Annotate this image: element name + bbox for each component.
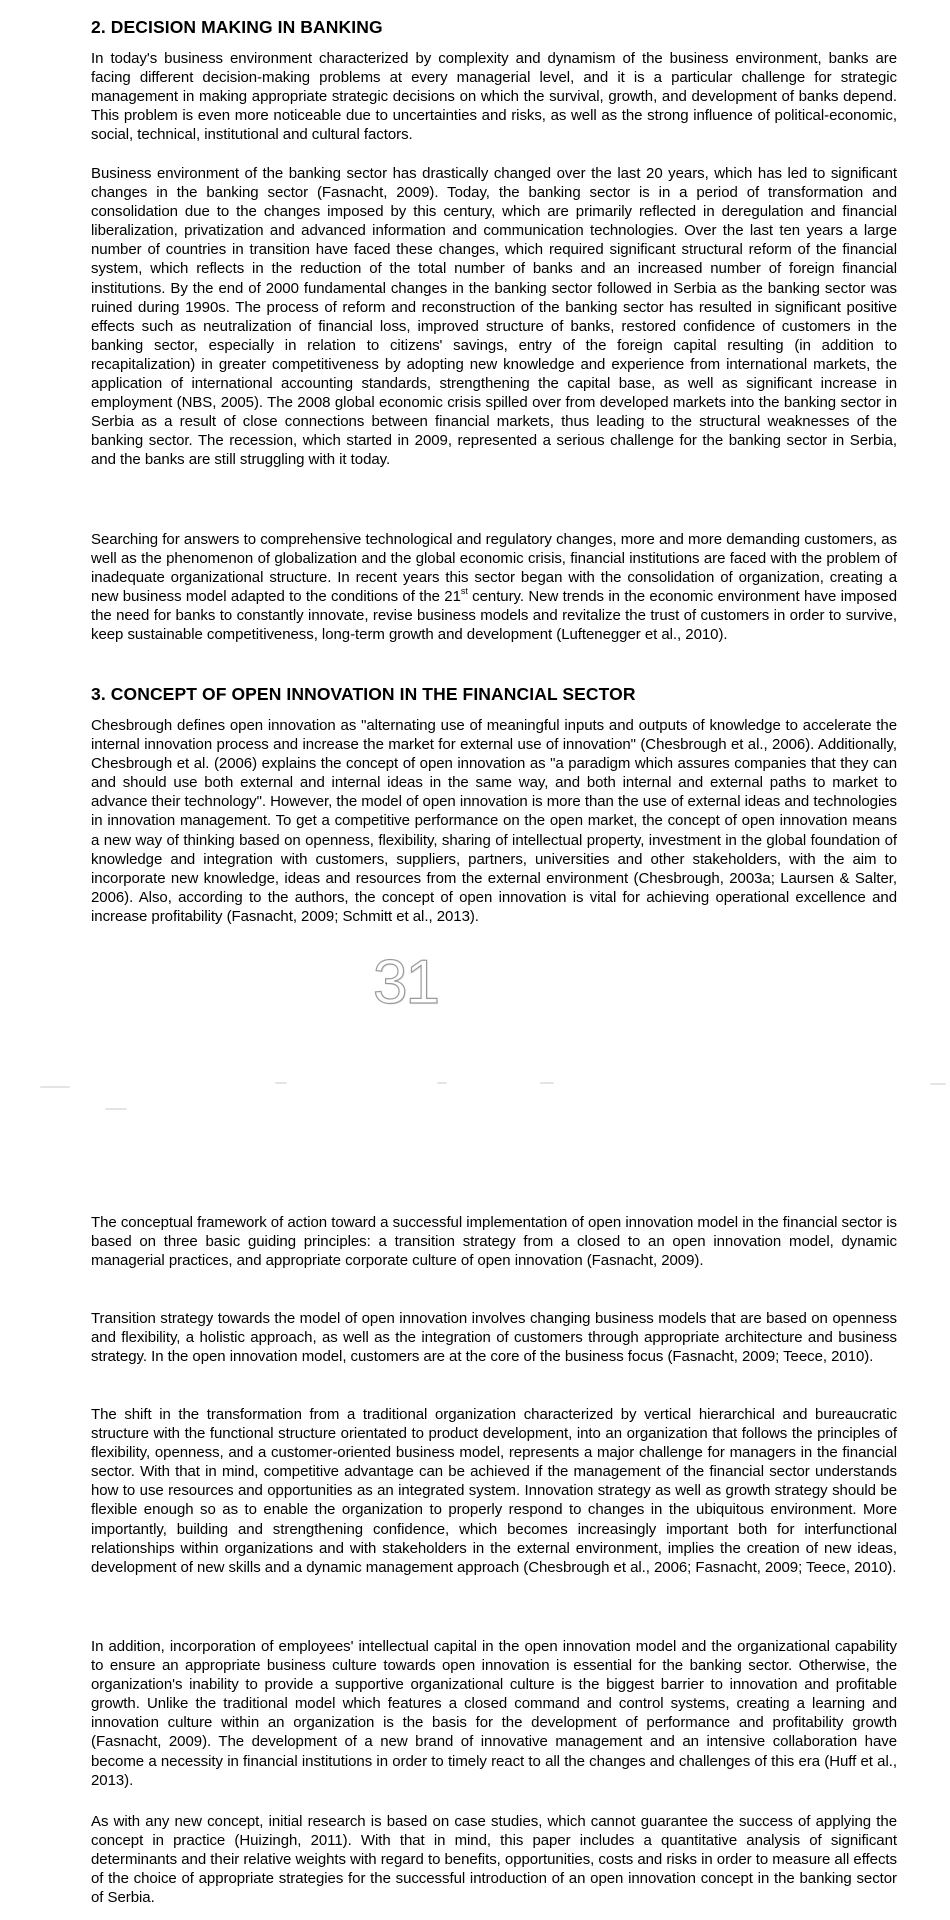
- section-2-heading: 2. DECISION MAKING IN BANKING: [91, 17, 383, 37]
- paragraph: [91, 530, 897, 645]
- paragraph: The conceptual framework of action toward a successful implementation of open innovation model in the financial sector is based on three basic guiding principles: a transition strategy from a closed to an open innovation model, dynamic managerial practices, and appropriate corporate culture of open innovation (Fasnacht, 2009).: [91, 1214, 897, 1270]
- paragraph-text: Searching for answers to comprehensive technological and regulatory changes, more and more demanding customers, as well as the phenomenon of globalization and the global economic crisis, financial institutions are faced with the problem of inadequate organizational structure. In recent years this sector began with the consolidation of organization, creating a new business model adapted to the conditions of the 21: [91, 531, 897, 606]
- paragraph: Chesbrough defines open innovation as "alternating use of meaningful inputs and outputs of knowledge to accelerate the internal innovation process and increase the market for external use of innovation" (Chesbrough et al., 2006). Additionally, Chesbrough et al. (2006) explains the concept of open innovation as "a paradigm which assures companies that they can and should use both external and internal ideas in the same way, and both internal and external paths to market to advance their technology". However, the model of open innovation is more than the use of external ideas and technologies in innovation management. To get a competitive performance on the open market, the concept of open innovation means a new way of thinking based on openness, flexibility, sharing of intellectual property, investment in the global foundation of knowledge and integration with customers, suppliers, partners, universities and other stakeholders, with the aim to incorporate new knowledge, ideas and resources from the external environment (Chesbrough, 2003a; Laursen & Salter, 2006). Also, according to the authors, the concept of open innovation is vital for achieving operational excellence and increase profitability (Fasnacht, 2009; Schmitt et al., 2013).: [91, 717, 897, 925]
- page-number: 31: [373, 948, 438, 1017]
- paragraph: Business environment of the banking sector has drastically changed over the last 20 years, which has led to significant changes in the banking sector (Fasnacht, 2009). Today, the banking sector is in a period of transformation and consolidation due to the changes imposed by this century, which are primarily reflected in deregulation and financial liberalization, privatization and advanced information and communication technologies. Over the last ten years a large number of countries in transition have faced these changes, which required significant structural reform of the financial system, which reflects in the reduction of the total number of banks and an increased number of foreign financial institutions. By the end of 2000 fundamental changes in the banking sector followed in Serbia as the banking sector was ruined during 1990s. The process of reform and reconstruction of the banking sector has resulted in significant positive effects such as neutralization of financial loss, improved structure of banks, restored confidence of customers in the banking sector, especially in relation to citizens' savings, entry of the foreign capital resulting (in addition to recapitalization) in greater competitiveness by adopting new knowledge and experience from international markets, the application of international accounting standards, strengthening the capital base, as well as significant increase in employment (NBS, 2005). The 2008 global economic crisis spilled over from developed markets into the banking sector in Serbia as a result of close connections between financial markets, thus leading to the structural weaknesses of the banking sector. The recession, which started in 2009, represented a serious challenge for the banking sector in Serbia, and the banks are still struggling with it today.: [91, 165, 897, 469]
- scan-artifact: [105, 1108, 127, 1110]
- paragraph: In today's business environment characterized by complexity and dynamism of the business environment, banks are facing different decision-making problems at every managerial level, and it is a particular challenge for strategic management in making appropriate strategic decisions on which the survival, growth, and development of banks depend. This problem is even more noticeable due to uncertainties and risks, as well as the strong influence of political-economic, social, technical, institutional and cultural factors.: [91, 50, 897, 144]
- paragraph-text: century. New trends in the economic environment have imposed the need for banks to constantly innovate, revise business models and revitalize the trust of customers in order to survive, keep sustainable competitiveness, long-term growth and development (Luftenegger et al., 2010).: [91, 588, 897, 644]
- superscript: st: [460, 586, 468, 597]
- scan-artifact: [40, 1086, 70, 1088]
- scan-artifact: [275, 1082, 287, 1084]
- paragraph: In addition, incorporation of employees' intellectual capital in the open innovation model and the organizational capability to ensure an appropriate business culture towards open innovation is essential for the banking sector. Otherwise, the organization's inability to provide a supportive organizational culture is the biggest barrier to innovation and profitable growth. Unlike the traditional model which features a closed command and control systems, creating a learning and innovation culture within an organization is the basis for the development of performance and profitability growth (Fasnacht, 2009). The development of a new brand of innovative management and an intensive collaboration have become a necessity in financial institutions in order to timely react to all the changes and challenges of this era (Huff et al., 2013).: [91, 1638, 897, 1789]
- paragraph: Transition strategy towards the model of open innovation involves changing business models that are based on openness and flexibility, a holistic approach, as well as the integration of customers through appropriate architecture and business strategy. In the open innovation model, customers are at the core of the business focus (Fasnacht, 2009; Teece, 2010).: [91, 1310, 897, 1366]
- scan-artifact: [540, 1082, 554, 1084]
- section-3-heading: 3. CONCEPT OF OPEN INNOVATION IN THE FINANCIAL SECTOR: [91, 684, 636, 704]
- paragraph: The shift in the transformation from a traditional organization characterized by vertical hierarchical and bureaucratic structure with the functional structure orientated to product development, into an organization that follows the principles of flexibility, openness, and a customer-oriented business model, represents a major challenge for managers in the financial sector. With that in mind, competitive advantage can be achieved if the management of the financial sector understands how to use resources and opportunities as an integrated system. Innovation strategy as well as growth strategy should be flexible enough so as to enable the organization to properly respond to changes in the ubiquitous environment. More importantly, building and strengthening confidence, which becomes increasingly important both for interfunctional relationships within organizations and with stakeholders in the external environment, implies the creation of new ideas, development of new skills and a dynamic management approach (Chesbrough et al., 2006; Fasnacht, 2009; Teece, 2010).: [91, 1406, 897, 1576]
- scan-artifact: [437, 1082, 447, 1084]
- paragraph: As with any new concept, initial research is based on case studies, which cannot guarantee the success of applying the concept in practice (Huizingh, 2011). With that in mind, this paper includes a quantitative analysis of significant determinants and their relative weights with regard to benefits, opportunities, costs and risks in order to measure all effects of the choice of appropriate strategies for the successful introduction of an open innovation concept in the banking sector of Serbia.: [91, 1813, 897, 1907]
- scan-artifact: [930, 1083, 946, 1085]
